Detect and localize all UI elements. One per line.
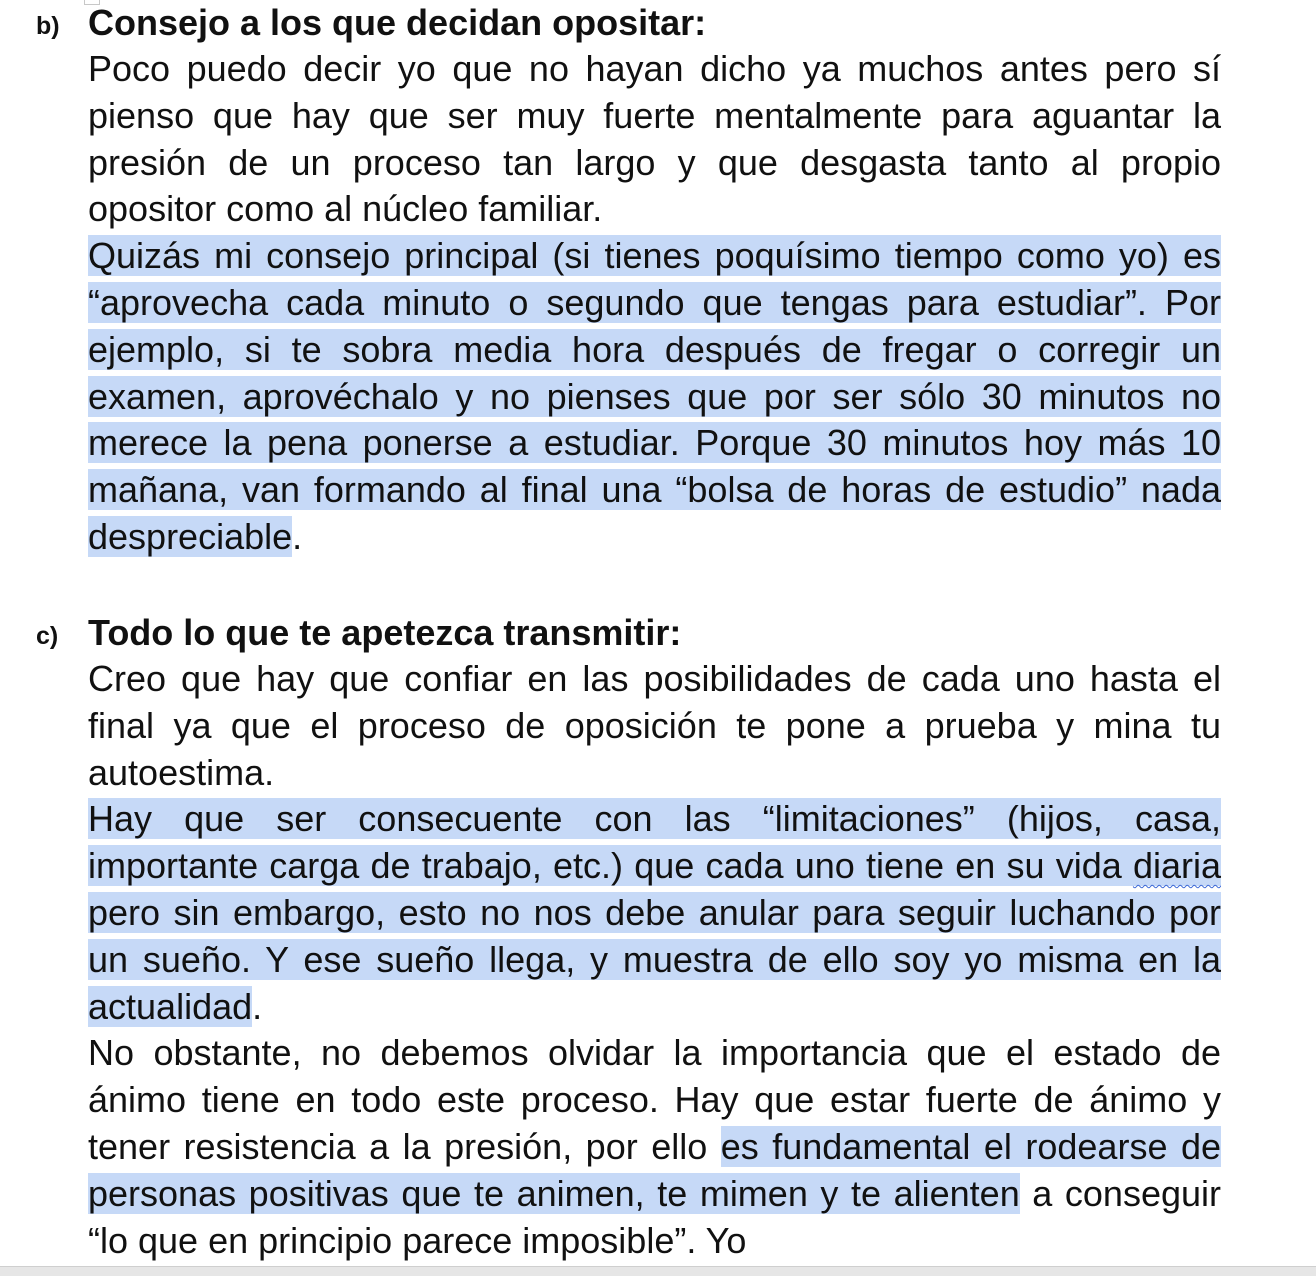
list-marker-c: c) [36,622,59,650]
plain-text: a conseguir “lo que en principio parece imposible”. Yo [88,1172,1221,1261]
section-b-heading: Consejo a los que decidan opositar: [88,2,707,43]
plain-text: No obstante, no debemos olvidar la importancia que el estado de ánimo tiene en todo este proceso. Hay que estar fuerte de ánimo y tener resistencia a la presión, por ello [88,1032,1221,1167]
selected-text-part: pero sin embargo, esto no nos debe anular para seguir luchando por un sueño. Y ese sueño llega, y muestra de ello soy yo misma en la actualidad [88,891,1221,1027]
section-b-paragraph-2 [88,233,1221,561]
section-c-heading: Todo lo que te apetezca transmitir: [88,612,682,653]
section-c-paragraph-3 [88,1030,1221,1264]
horizontal-scrollbar[interactable] [0,1266,1316,1276]
list-marker-b: b) [36,12,60,40]
paragraph-end-period: . [292,515,303,557]
selected-text-part: Hay que ser consecuente con las “limitaciones” (hijos, casa, importante carga de trabajo, etc.) que cada uno tiene en su vida [88,798,1221,887]
section-c-paragraph-1: Creo que hay que confiar en las posibilidades de cada uno hasta el final ya que el proceso de oposición te pone a prueba y mina tu autoestima. [88,658,1221,793]
paragraph-end-period: . [252,985,263,1027]
section-b-content [88,0,1221,561]
selected-text[interactable]: Quizás mi consejo principal (si tienes poquísimo tiempo como yo) es “aprovecha cada minuto o segundo que tengas para estudiar”. Por ejemplo, si te sobra media hora después de fregar o corregir un examen, aprovéchalo y no pienses que por ser sólo 30 minutos no merece la pena ponerse a estudiar. Porque 30 minutos hoy más 10 mañana, van formando al final una “bolsa de horas de estudio” nada despreciable [88,235,1221,557]
section-c-content [88,610,1221,1264]
selected-text[interactable]: es fundamental el rodearse de personas positivas que te animen, te mimen y te alienten [88,1125,1221,1214]
spellcheck-word[interactable]: diaria [1132,845,1221,887]
section-b-paragraph-1: Poco puedo decir yo que no hayan dicho ya muchos antes pero sí pienso que hay que ser muy fuerte mentalmente para aguantar la presión de un proceso tan largo y que desgasta tanto al propio opositor como al núcleo familiar. [88,48,1221,230]
section-c-paragraph-2 [88,796,1221,1030]
